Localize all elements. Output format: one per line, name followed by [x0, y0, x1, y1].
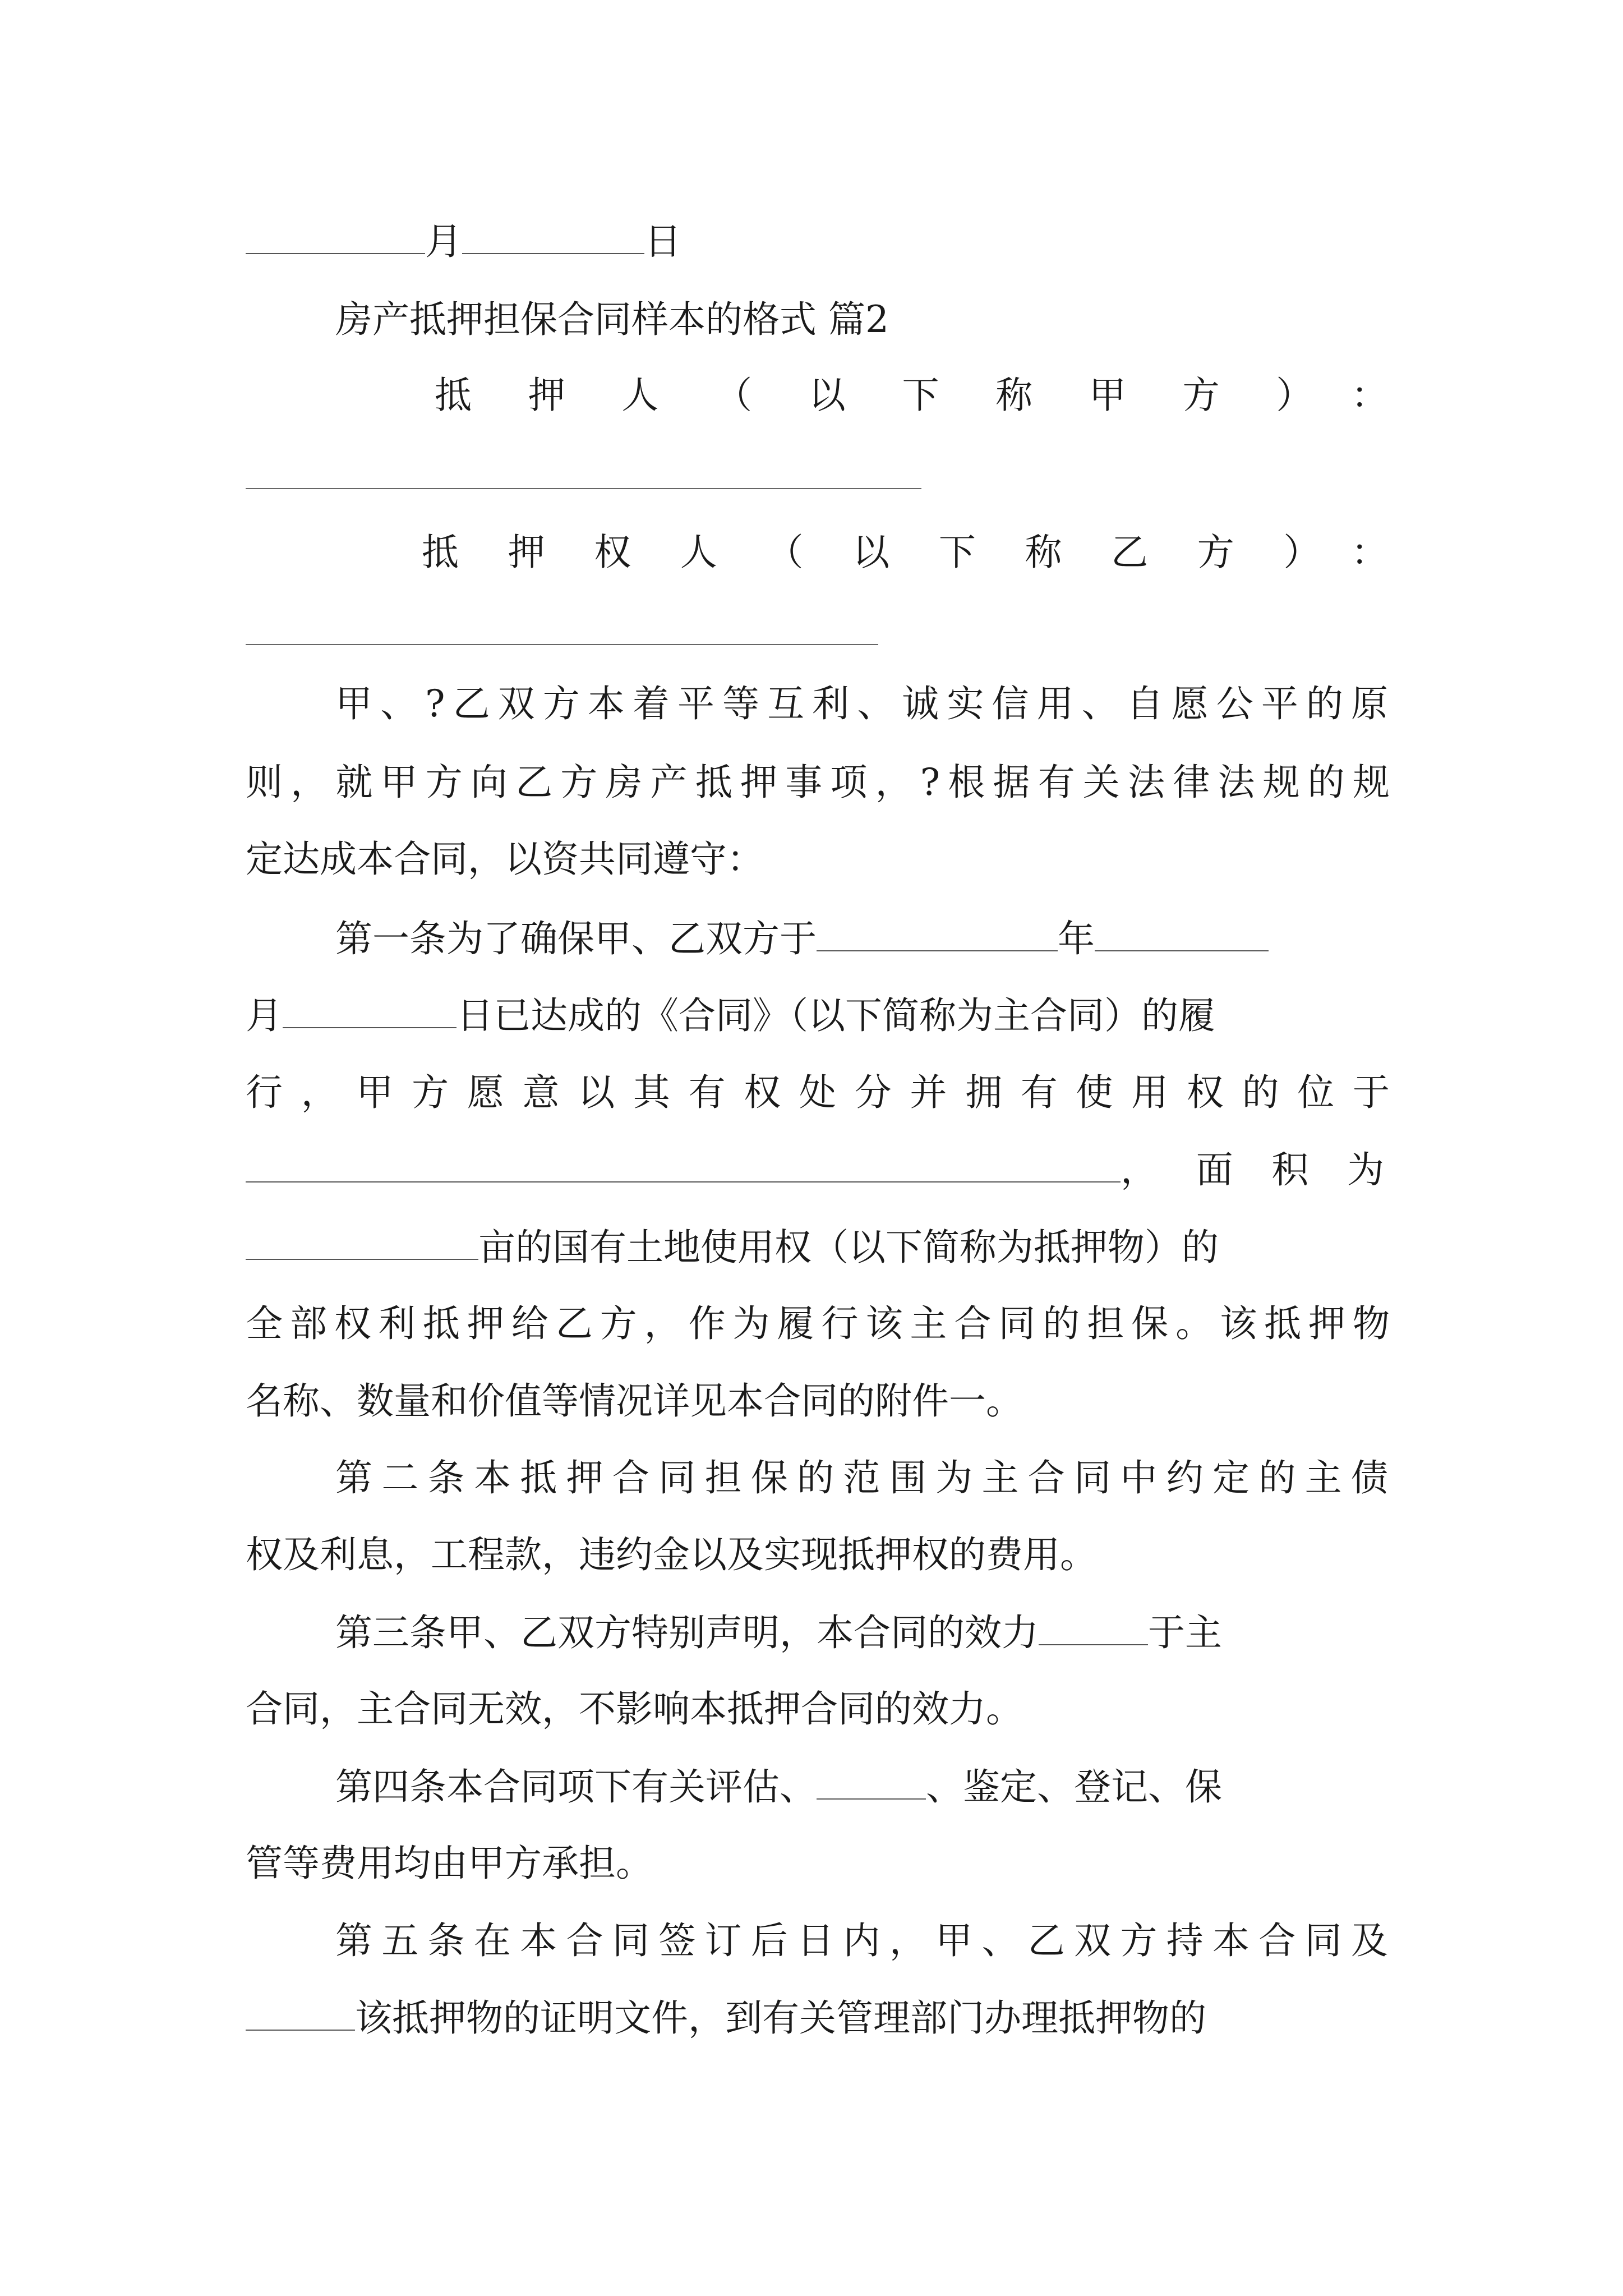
- article2-line-1: 第二条本抵押合同担保的范围为主合同中约定的主债: [335, 1456, 1388, 1499]
- article1-intro: 第一条为了确保甲、乙双方于: [335, 917, 817, 960]
- article5-line-2: [246, 1993, 1390, 2044]
- article1-line-5-text: 亩的国有土地使用权（以下简称为抵押物）的: [478, 1226, 1219, 1269]
- article4-line-1: [335, 1761, 1388, 1812]
- article5-line-2-text: 该抵押物的证明文件，到有关管理部门办理抵押物的: [355, 1996, 1206, 2040]
- month-label: 月: [425, 220, 462, 263]
- article4-end: 、鉴定、登记、保: [926, 1765, 1222, 1809]
- location-blank: [246, 1144, 1121, 1182]
- article5-blank: [246, 1993, 355, 2031]
- article4-intro: 第四条本合同项下有关评估、: [335, 1765, 817, 1809]
- article1-line-3: 行，甲方愿意以其有权处分并拥有使用权的位于: [246, 1071, 1390, 1114]
- article1-month-label: 月: [246, 994, 283, 1037]
- article3-intro: 第三条甲、乙双方特别声明，本合同的效力: [335, 1611, 1039, 1654]
- preamble-line-2: 则，就甲方向乙方房产抵押事项，?根据有关法律法规的规: [246, 761, 1390, 804]
- mortgagor-label: 抵押人（以下称甲方）：: [435, 374, 1388, 417]
- preamble-line-1: 甲、?乙双方本着平等互利、诚实信用、自愿公平的原: [335, 682, 1388, 725]
- date-line: [246, 216, 1390, 267]
- mortgagee-blank: [246, 644, 878, 645]
- article1-year-blank: [1095, 913, 1269, 951]
- article1-month-blank: [283, 990, 457, 1028]
- day-blank: [462, 216, 644, 254]
- article1-line-2: [246, 990, 1390, 1041]
- preamble-line-3: 定达成本合同，以资共同遵守：: [246, 838, 764, 881]
- month-blank: [246, 216, 425, 254]
- day-label: 日: [644, 220, 681, 263]
- mortgagee-label: 抵押权人（以下称乙方）：: [422, 531, 1388, 574]
- article1-line-4: [246, 1144, 1390, 1195]
- article1-date-blank: [817, 913, 1058, 951]
- document-heading: 房产抵押担保合同样本的格式 篇2: [335, 298, 889, 341]
- article3-blank: [1039, 1607, 1148, 1645]
- article3-line-2: 合同，主合同无效，不影响本抵押合同的效力。: [246, 1687, 1023, 1731]
- article2-line-2: 权及利息，工程款，违约金以及实现抵押权的费用。: [246, 1533, 1097, 1576]
- article1-line-5: [246, 1222, 1390, 1273]
- article3-line-1: [335, 1607, 1388, 1658]
- article1-line-2-text: 日已达成的《合同》（以下简称为主合同）的履: [457, 994, 1215, 1037]
- article1-line-1: [335, 913, 1388, 964]
- article5-line-1: 第五条在本合同签订后日内，甲、乙双方持本合同及: [335, 1919, 1388, 1962]
- article1-line-6: 全部权利抵押给乙方，作为履行该主合同的担保。该抵押物: [246, 1302, 1390, 1345]
- article4-line-2: 管等费用均由甲方承担。: [246, 1842, 653, 1885]
- area-label: ，面积为: [1121, 1148, 1384, 1191]
- mortgagor-blank: [246, 488, 921, 489]
- article4-blank: [817, 1761, 926, 1800]
- area-blank: [246, 1222, 478, 1260]
- article3-end: 于主: [1148, 1611, 1222, 1654]
- article1-line-7: 名称、数量和价值等情况详见本合同的附件一。: [246, 1379, 1023, 1423]
- article1-year-label: 年: [1058, 917, 1095, 960]
